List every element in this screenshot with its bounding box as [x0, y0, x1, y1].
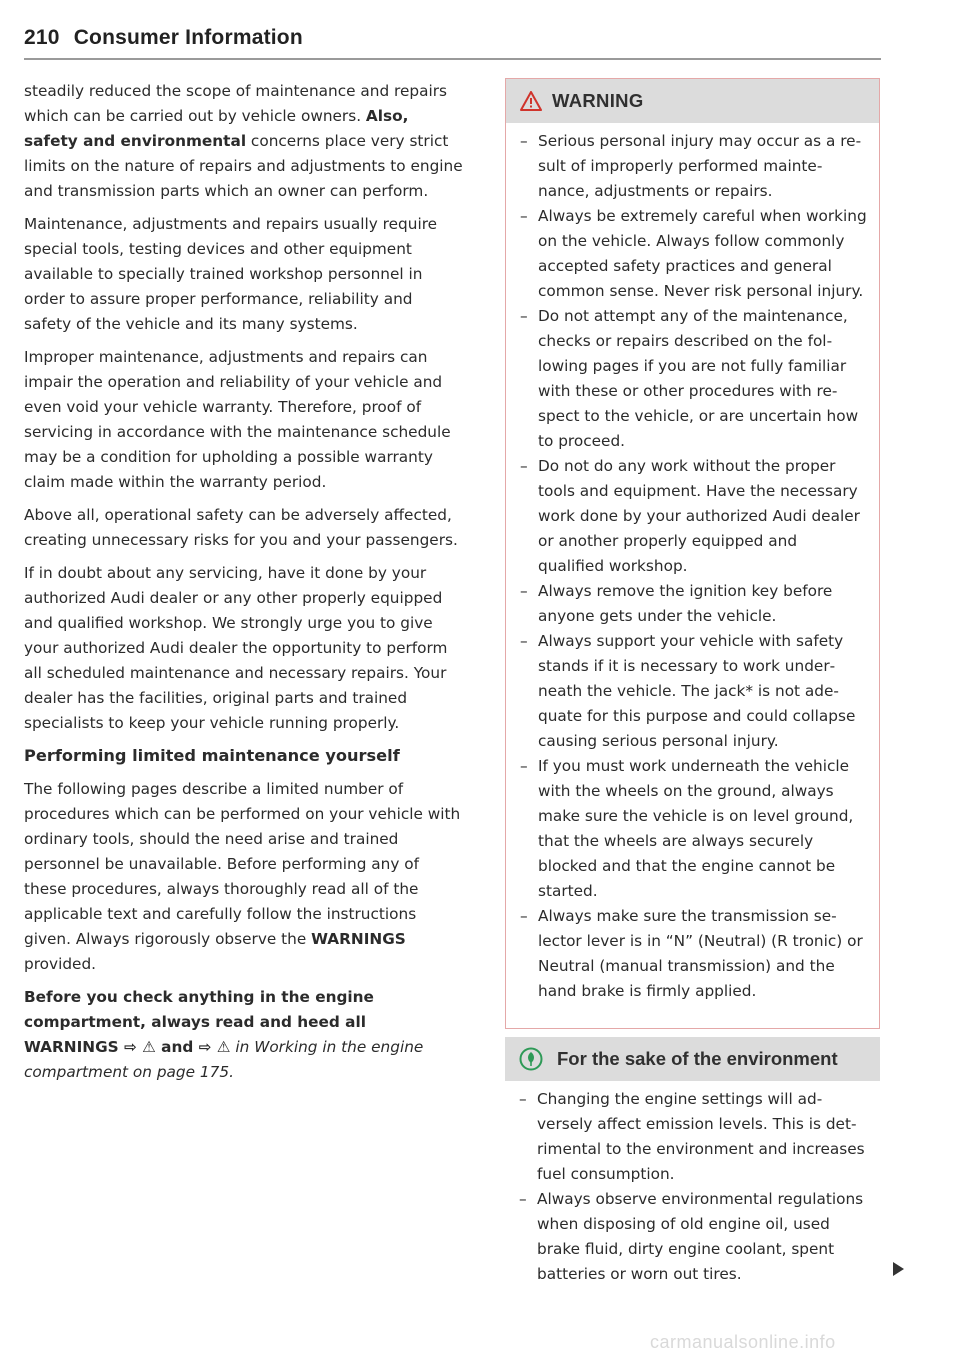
- header-divider: [24, 58, 881, 60]
- paragraph-7-bold: Before you check anything in the engine compartment, always read and heed all WARNINGS: [24, 987, 374, 1056]
- warning-item: – Do not do any work without the proper tools and equipment. Have the necessary work done by your authorized Audi dealer or another properly equipped and qualified workshop.: [520, 454, 867, 579]
- paragraph-1-tail: concerns place very strict limits on the nature of repairs and adjustments to engine and transmission parts which an owner can perform.: [24, 131, 463, 200]
- environment-item: – Always observe environmental regulations when disposing of old engine oil, used brake fluid, dirty engine coolant, spent batteries or worn out tires.: [519, 1187, 868, 1287]
- warning-item: – Always make sure the transmission selector lever is in “N” (Neutral) (R tronic) or Neutral (manual transmission) and the hand brake is firmly applied.: [520, 904, 867, 1004]
- environment-title: For the sake of the environment: [557, 1048, 838, 1069]
- environment-leaf-icon: [519, 1047, 543, 1071]
- warning-header: [506, 79, 879, 123]
- paragraph-6: [24, 777, 464, 976]
- watermark: carmanualsonline.info: [650, 1332, 836, 1352]
- environment-item: – Changing the engine settings will adversely affect emission levels. This is detrimental to the environment and increases fuel consumption.: [519, 1087, 868, 1187]
- paragraph-7-italic: in Working in the engine compartment on page 175.: [24, 1037, 424, 1081]
- environment-header: [505, 1037, 880, 1081]
- paragraph-3: Improper maintenance, adjustments and repairs can impair the operation and reliability of your vehicle and even void your vehicle warranty. Therefore, proof of servicing in accordance with the maintenance schedule may be a condition for upholding a possible warranty claim made within the warranty period.: [24, 348, 451, 491]
- section-heading: Performing limited maintenance yourself: [24, 746, 400, 766]
- warning-item: – Always remove the ignition key before anyone gets under the vehicle.: [520, 579, 867, 629]
- continue-arrow-icon: [893, 1262, 904, 1276]
- warning-reference-link[interactable]: ⇨ ⚠ and ⇨ ⚠: [124, 1037, 231, 1056]
- warning-item: – Always be extremely careful when working on the vehicle. Always follow commonly accepted safety practices and general common sense. Never risk personal injury.: [520, 204, 867, 304]
- warning-box: [505, 78, 880, 1029]
- page-number: 210: [24, 26, 60, 49]
- paragraph-1-bold: Also, safety and environmental: [24, 106, 409, 150]
- paragraph-4: Above all, operational safety can be adversely affected, creating unnecessary risks for you and your passengers.: [24, 506, 458, 549]
- paragraph-1-text: steadily reduced the scope of maintenance and repairs which can be carried out by vehicle owners.: [24, 82, 448, 125]
- warning-list: [506, 123, 879, 1004]
- warning-item: – Always support your vehicle with safety stands if it is necessary to work underneath the vehicle. The jack* is not adequate for this purpose and could collapse causing serious personal injury.: [520, 629, 867, 754]
- paragraph-6-tail: provided.: [24, 954, 97, 973]
- environment-list: [505, 1081, 880, 1287]
- page-header: [24, 26, 884, 50]
- paragraph-6-text: The following pages describe a limited number of procedures which can be performed on your vehicle with ordinary tools, should the need arise and trained personnel be unavailable. Before performing any of these procedures, always thoroughly read all of the applicable text and carefully follow the instructions given. Always rigorously observe the: [24, 780, 461, 948]
- warning-item: – Serious personal injury may occur as a result of improperly performed maintenance, adjustments or repairs.: [520, 129, 867, 204]
- paragraph-1: [24, 79, 464, 204]
- warning-item: – If you must work underneath the vehicle with the wheels on the ground, always make sure the vehicle is on level ground, that the wheels are always securely blocked and that the engine cannot be started.: [520, 754, 867, 904]
- paragraph-5: If in doubt about any servicing, have it done by your authorized Audi dealer or any other properly equipped and qualified workshop. We strongly urge you to give your authorized Audi dealer the opportunity to perform all scheduled maintenance and necessary repairs. Your dealer has the facilities, original parts and trained specialists to keep your vehicle running properly.: [24, 564, 448, 732]
- warning-triangle-icon: [520, 91, 542, 111]
- warning-item: – Do not attempt any of the maintenance, checks or repairs described on the following pages if you are not fully familiar with these or other procedures with respect to the vehicle, or are uncertain how to proceed.: [520, 304, 867, 454]
- paragraph-2: Maintenance, adjustments and repairs usually require special tools, testing devices and other equipment available to specially trained workshop personnel in order to assure proper performance, reliability and safety of the vehicle and its many systems.: [24, 215, 438, 333]
- left-column: [24, 79, 464, 1085]
- paragraph-6-bold: WARNINGS: [311, 929, 406, 948]
- environment-box: [505, 1037, 880, 1295]
- section-title: Consumer Information: [73, 26, 303, 49]
- paragraph-7: [24, 985, 464, 1085]
- warning-title: WARNING: [552, 90, 644, 111]
